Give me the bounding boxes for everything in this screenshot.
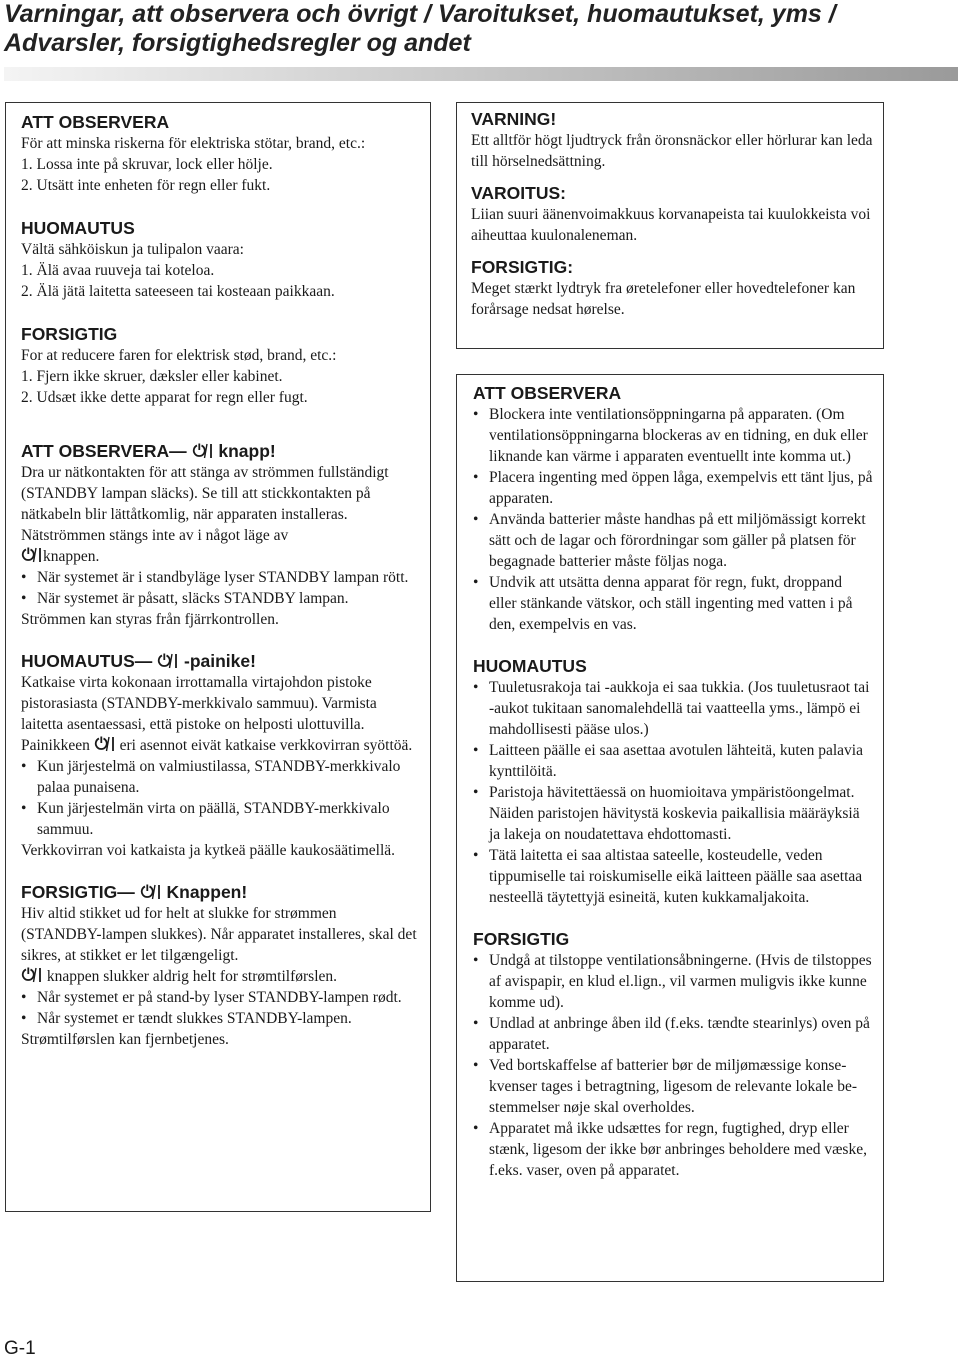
bullet-item: • Ved bortskaffelse af batterier bør de miljømæssige konse-kvenser tages i betragtning, ligesom de relevante lokale be-stemmelser nøje skal overholdes.	[473, 1057, 857, 1116]
section-power-button-sv	[21, 440, 420, 630]
section-att-observera	[473, 382, 873, 635]
bullet-item: • Tuuletusrakoja tai -aukkoja ei saa tukkia. (Jos tuuletusraot tai -aukot tukitaan sanomalehdellä tai vaatteella yms., lämpö ei mahdollisesti pääse ulos.)	[473, 679, 870, 738]
numbered-item: 1. Fjern ikke skruer, dæksler eller kabinet.	[21, 368, 283, 385]
paragraph: Nätströmmen stängs inte av i något läge av knappen.	[21, 527, 289, 565]
left-warning-box	[5, 102, 431, 1212]
power-standby-icon	[94, 736, 116, 752]
page-title-line1: Varningar, att observera och övrigt / Varoitukset, huomautukset, yms /	[4, 0, 836, 28]
page-number: G-1	[4, 1338, 36, 1359]
bullet-item: • Undlad at anbringe åben ild (f.eks. tændte stearinlys) oven på apparatet.	[473, 1015, 870, 1053]
section-heading: HUOMAUTUS	[473, 656, 587, 676]
numbered-item: 2. Udsæt ikke dette apparat for regn eller fugt.	[21, 389, 308, 406]
paragraph: Dra ur nätkontakten för att stänga av strömmen fullständigt (STANDBY lampan släcks). Se till att stickkontakten på nätkabeln blir lättåtkomlig, när apparaten installeras.	[21, 464, 389, 523]
section-forsigtig	[473, 928, 873, 1181]
bullet-item: • Tätä laitetta ei saa altistaa sateelle, kosteudelle, veden tippumiselle tai roiskumiselle eikä laitteen päälle saa asettaa nesteellä täytettyjä esineitä, kuten kukkamaljakoita.	[473, 847, 863, 906]
paragraph: Verkkovirran voi katkaista ja kytkeä päälle kaukosäätimellä.	[21, 842, 396, 859]
numbered-item: 2. Älä jätä laitetta sateeseen tai kosteaan paikkaan.	[21, 283, 335, 300]
right-bottom-caution-box	[456, 374, 884, 1282]
bullet-item: • Laitteen päälle ei saa asettaa avotulen lähteitä, kuten palavia kynttilöitä.	[473, 742, 863, 780]
numbered-item: 1. Lossa inte på skruvar, lock eller hölje.	[21, 156, 273, 173]
paragraph: Strømtilførslen kan fjernbetjenes.	[21, 1031, 229, 1048]
section-heading: HUOMAUTUS	[21, 218, 135, 238]
title-gradient-bar	[4, 67, 958, 81]
bullet-item: • Blockera inte ventilationsöppningarna på apparaten. (Om ventilationsöppningarna blockeras av en tidning, en duk eller liknande kan värme i apparaten eventuellt inte komma ut.)	[473, 406, 868, 465]
bullet-item: • När systemet är påsatt, släcks STANDBY lampan.	[21, 590, 349, 607]
page-title	[4, 0, 954, 58]
section-heading: VARNING!	[471, 109, 557, 129]
section-forsigtig-da	[21, 323, 420, 408]
power-standby-icon	[157, 653, 179, 669]
bullet-item: • Undgå at tilstoppe ventilationsåbningerne. (Hvis de tilstoppes af avispapir, en klud el.lign., vil varmen muligvis ikke kunne komme ud).	[473, 952, 872, 1011]
bullet-item: • Undvik att utsätta denna apparat för regn, fukt, droppand eller stänkande vätskor, och ställ ingenting med vatten i på den, exempelvis en vas.	[473, 574, 853, 633]
page-title-line2: Advarsler, forsigtighedsregler og andet	[4, 29, 471, 57]
section-heading: FORSIGTIG:	[471, 257, 574, 277]
bullet-item: • Kun järjestelmän virta on päällä, STANDBY-merkkivalo sammuu.	[21, 800, 390, 838]
section-heading: FORSIGTIG— Knappen!	[21, 882, 248, 902]
section-heading: FORSIGTIG	[21, 324, 118, 344]
bullet-item: • Apparatet må ikke udsættes for regn, fugtighed, dryp eller stænk, ligesom der ikke bør anbringes beholdere med væske, f.eks. vaser, oven på apparatet.	[473, 1120, 867, 1179]
paragraph: Katkaise virta kokonaan irrottamalla virtajohdon pistoke pistorasiasta (STANDBY-merkkivalo sammuu). Varmista laitetta asentaessasi, että pistoke on helposti ulottuvilla.	[21, 674, 377, 733]
paragraph: Painikkeen eri asennot eivät katkaise verkkovirran syöttöä.	[21, 737, 413, 754]
bullet-item: • Placera ingenting med öppen låga, exempelvis ett tänt ljus, på apparaten.	[473, 469, 873, 507]
bullet-item: • Paristoja hävitettäessä on huomioitava ympäristöongelmat. Näiden paristojen hävitystä koskevia paikallisia määräyksiä ja lakeja on noudatettava ehdottomasti.	[473, 784, 860, 843]
bullet-item: • Når systemet er tændt slukkes STANDBY-lampen.	[21, 1010, 352, 1027]
paragraph: Hiv altid stikket ud for helt at slukke for strømmen (STANDBY-lampen slukkes). Når apparatet installeres, skal det sikres, at stikket er let tilgængeligt.	[21, 905, 417, 964]
section-intro: Vältä sähköiskun ja tulipalon vaara:	[21, 241, 244, 258]
section-heading: ATT OBSERVERA	[21, 112, 170, 132]
section-huomautus-fi	[21, 217, 420, 302]
power-standby-icon	[140, 884, 162, 900]
right-top-warning-box	[456, 102, 884, 349]
section-heading: HUOMAUTUS— -painike!	[21, 651, 256, 671]
paragraph: Liian suuri äänenvoimakkuus korvanapeista tai kuulokkeista voi aiheuttaa kuulonaleneman.	[471, 206, 871, 244]
paragraph: Meget stærkt lydtryk fra øretelefoner eller hovedtelefoner kan forårsage nedsat hørelse.	[471, 280, 856, 318]
section-heading: ATT OBSERVERA— knapp!	[21, 441, 276, 461]
section-heading: VAROITUS:	[471, 183, 566, 203]
bullet-item: • När systemet är i standbyläge lyser STANDBY lampan rött.	[21, 569, 409, 586]
bullet-item: • Når systemet er på stand-by lyser STANDBY-lampen rødt.	[21, 989, 402, 1006]
section-power-button-fi	[21, 650, 420, 861]
paragraph: knappen slukker aldrig helt for strømtilførslen.	[21, 966, 420, 987]
numbered-item: 2. Utsätt inte enheten för regn eller fukt.	[21, 177, 271, 194]
numbered-item: 1. Älä avaa ruuveja tai koteloa.	[21, 262, 215, 279]
section-heading: ATT OBSERVERA	[473, 383, 622, 403]
paragraph: Strömmen kan styras från fjärrkontrollen.	[21, 611, 279, 628]
power-standby-icon	[21, 967, 43, 983]
section-huomautus	[473, 655, 873, 908]
paragraph: Ett alltför högt ljudtryck från öronsnäckor eller hörlurar kan leda till hörselnedsättning.	[471, 132, 873, 170]
bullet-item: • Använda batterier måste handhas på ett miljömässigt korrekt sätt och de lagar och förordningar som gäller på platsen för begagnade batterier måste följas noga.	[473, 511, 866, 570]
power-standby-icon	[192, 443, 214, 459]
bullet-item: • Kun järjestelmä on valmiustilassa, STANDBY-merkkivalo palaa punaisena.	[21, 758, 401, 796]
section-power-button-da	[21, 881, 420, 1050]
section-intro: For at reducere faren for elektrisk stød, brand, etc.:	[21, 347, 337, 364]
section-intro: För att minska riskerna för elektriska stötar, brand, etc.:	[21, 135, 366, 152]
section-att-observera-sv	[21, 111, 420, 196]
power-standby-icon	[21, 547, 43, 563]
section-heading: FORSIGTIG	[473, 929, 570, 949]
